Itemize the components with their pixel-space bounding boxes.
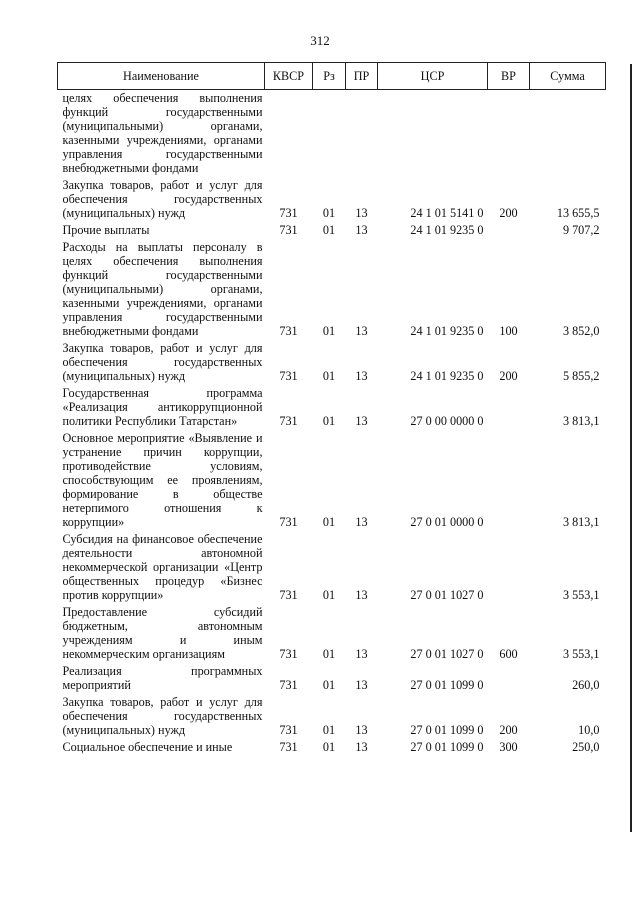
table-row [58, 222, 606, 239]
row-pr: 13 [355, 588, 368, 602]
row-vr: 200 [499, 369, 518, 383]
budget-table [57, 62, 606, 756]
row-name: Социальное обеспечение и иные [62, 740, 233, 754]
row-sum: 9 707,2 [562, 223, 600, 237]
row-sum [530, 90, 606, 178]
row-csr: 27 0 00 0000 0 [410, 414, 484, 428]
row-name: Реализация программных мероприятий [62, 664, 263, 692]
row-kvsr: 731 [279, 414, 298, 428]
header-sum: Сумма [530, 63, 606, 90]
row-kvsr: 731 [279, 588, 298, 602]
header-vr: ВР [488, 63, 530, 90]
row-kvsr: 731 [279, 369, 298, 383]
table-row [58, 90, 606, 178]
row-vr [488, 663, 530, 694]
row-name: Основное мероприятие «Выявление и устранение причин коррупции, противодействие условиям, способствующим ее проявлениям, формирование в обществе нетерпимого отношения к коррупции» [62, 431, 263, 529]
row-rz: 01 [322, 740, 336, 754]
header-rz: Рз [313, 63, 346, 90]
header-kvsr: КВСР [265, 63, 313, 90]
row-csr: 24 1 01 9235 0 [410, 223, 484, 237]
row-vr [488, 430, 530, 531]
table-row [58, 177, 606, 222]
row-pr: 13 [355, 678, 368, 692]
row-kvsr: 731 [279, 647, 298, 661]
row-name: Субсидия на финансовое обеспечение деятельности автономной некоммерческой организации «Центр общественных процедур «Бизнес против коррупции» [62, 532, 263, 602]
row-sum: 10,0 [578, 723, 600, 737]
row-rz: 01 [322, 324, 336, 338]
row-sum: 3 813,1 [562, 414, 600, 428]
row-pr: 13 [355, 740, 368, 754]
row-csr: 27 0 01 1099 0 [410, 723, 484, 737]
table-row [58, 239, 606, 340]
table-row [58, 385, 606, 430]
row-csr [378, 90, 488, 178]
row-vr: 100 [499, 324, 518, 338]
row-csr: 24 1 01 5141 0 [410, 206, 484, 220]
row-sum: 13 655,5 [556, 206, 600, 220]
row-name: Расходы на выплаты персоналу в целях обеспечения выполнения функций государственными (муниципальными) органами, казенными учреждениями, органами управления государственными внебюджетными фондами [62, 240, 263, 338]
row-csr: 24 1 01 9235 0 [410, 324, 484, 338]
table-row [58, 604, 606, 663]
row-name: Закупка товаров, работ и услуг для обеспечения государственных (муниципальных) нужд [62, 178, 263, 220]
row-kvsr: 731 [279, 740, 298, 754]
row-kvsr [265, 90, 313, 178]
table-row [58, 739, 606, 756]
header-pr: ПР [346, 63, 378, 90]
row-name: Прочие выплаты [62, 223, 150, 237]
row-kvsr: 731 [279, 515, 298, 529]
row-pr: 13 [355, 324, 368, 338]
row-pr: 13 [355, 206, 368, 220]
row-pr: 13 [355, 515, 368, 529]
row-vr: 200 [499, 723, 518, 737]
row-vr [488, 385, 530, 430]
row-rz: 01 [322, 588, 336, 602]
row-rz: 01 [322, 223, 336, 237]
row-vr [488, 222, 530, 239]
row-name: Государственная программа «Реализация антикоррупционной политики Республики Татарстан» [62, 386, 263, 428]
row-name: Закупка товаров, работ и услуг для обеспечения государственных (муниципальных) нужд [62, 695, 263, 737]
row-sum: 3 813,1 [562, 515, 600, 529]
table-row [58, 430, 606, 531]
row-kvsr: 731 [279, 723, 298, 737]
row-pr: 13 [355, 369, 368, 383]
row-name: целях обеспечения выполнения функций государственными (муниципальными) органами, казенными учреждениями, органами управления государственными внебюджетными фондами [62, 91, 263, 175]
header-csr: ЦСР [378, 63, 488, 90]
row-pr: 13 [355, 414, 368, 428]
row-rz: 01 [322, 647, 336, 661]
row-pr: 13 [355, 647, 368, 661]
row-name: Предоставление субсидий бюджетным, автономным учреждениям и иным некоммерческим организациям [62, 605, 263, 661]
row-vr: 200 [499, 206, 518, 220]
row-csr: 27 0 01 1027 0 [410, 647, 484, 661]
table-row [58, 663, 606, 694]
row-csr: 27 0 01 1027 0 [410, 588, 484, 602]
row-kvsr: 731 [279, 206, 298, 220]
row-kvsr: 731 [279, 678, 298, 692]
row-sum: 260,0 [572, 678, 600, 692]
row-csr: 27 0 01 1099 0 [410, 678, 484, 692]
row-kvsr: 731 [279, 324, 298, 338]
row-sum: 250,0 [572, 740, 600, 754]
table-header-row [58, 63, 606, 90]
row-vr: 600 [499, 647, 518, 661]
header-name: Наименование [58, 63, 265, 90]
row-vr [488, 90, 530, 178]
row-sum: 3 553,1 [562, 588, 600, 602]
row-vr [488, 531, 530, 604]
row-sum: 3 852,0 [562, 324, 600, 338]
row-name: Закупка товаров, работ и услуг для обеспечения государственных (муниципальных) нужд [62, 341, 263, 383]
page-number: 312 [310, 33, 330, 48]
row-rz: 01 [322, 723, 336, 737]
row-rz [313, 90, 346, 178]
row-sum: 5 855,2 [562, 369, 600, 383]
row-csr: 27 0 01 1099 0 [410, 740, 484, 754]
table-row [58, 694, 606, 739]
row-kvsr: 731 [279, 223, 298, 237]
row-csr: 27 0 01 0000 0 [410, 515, 484, 529]
table-row [58, 340, 606, 385]
row-pr [346, 90, 378, 178]
row-rz: 01 [322, 414, 336, 428]
row-rz: 01 [322, 206, 336, 220]
row-sum: 3 553,1 [562, 647, 600, 661]
page-right-border [630, 64, 632, 832]
row-rz: 01 [322, 678, 336, 692]
row-pr: 13 [355, 223, 368, 237]
row-csr: 24 1 01 9235 0 [410, 369, 484, 383]
row-rz: 01 [322, 369, 336, 383]
row-pr: 13 [355, 723, 368, 737]
row-rz: 01 [322, 515, 336, 529]
table-row [58, 531, 606, 604]
row-vr: 300 [499, 740, 518, 754]
